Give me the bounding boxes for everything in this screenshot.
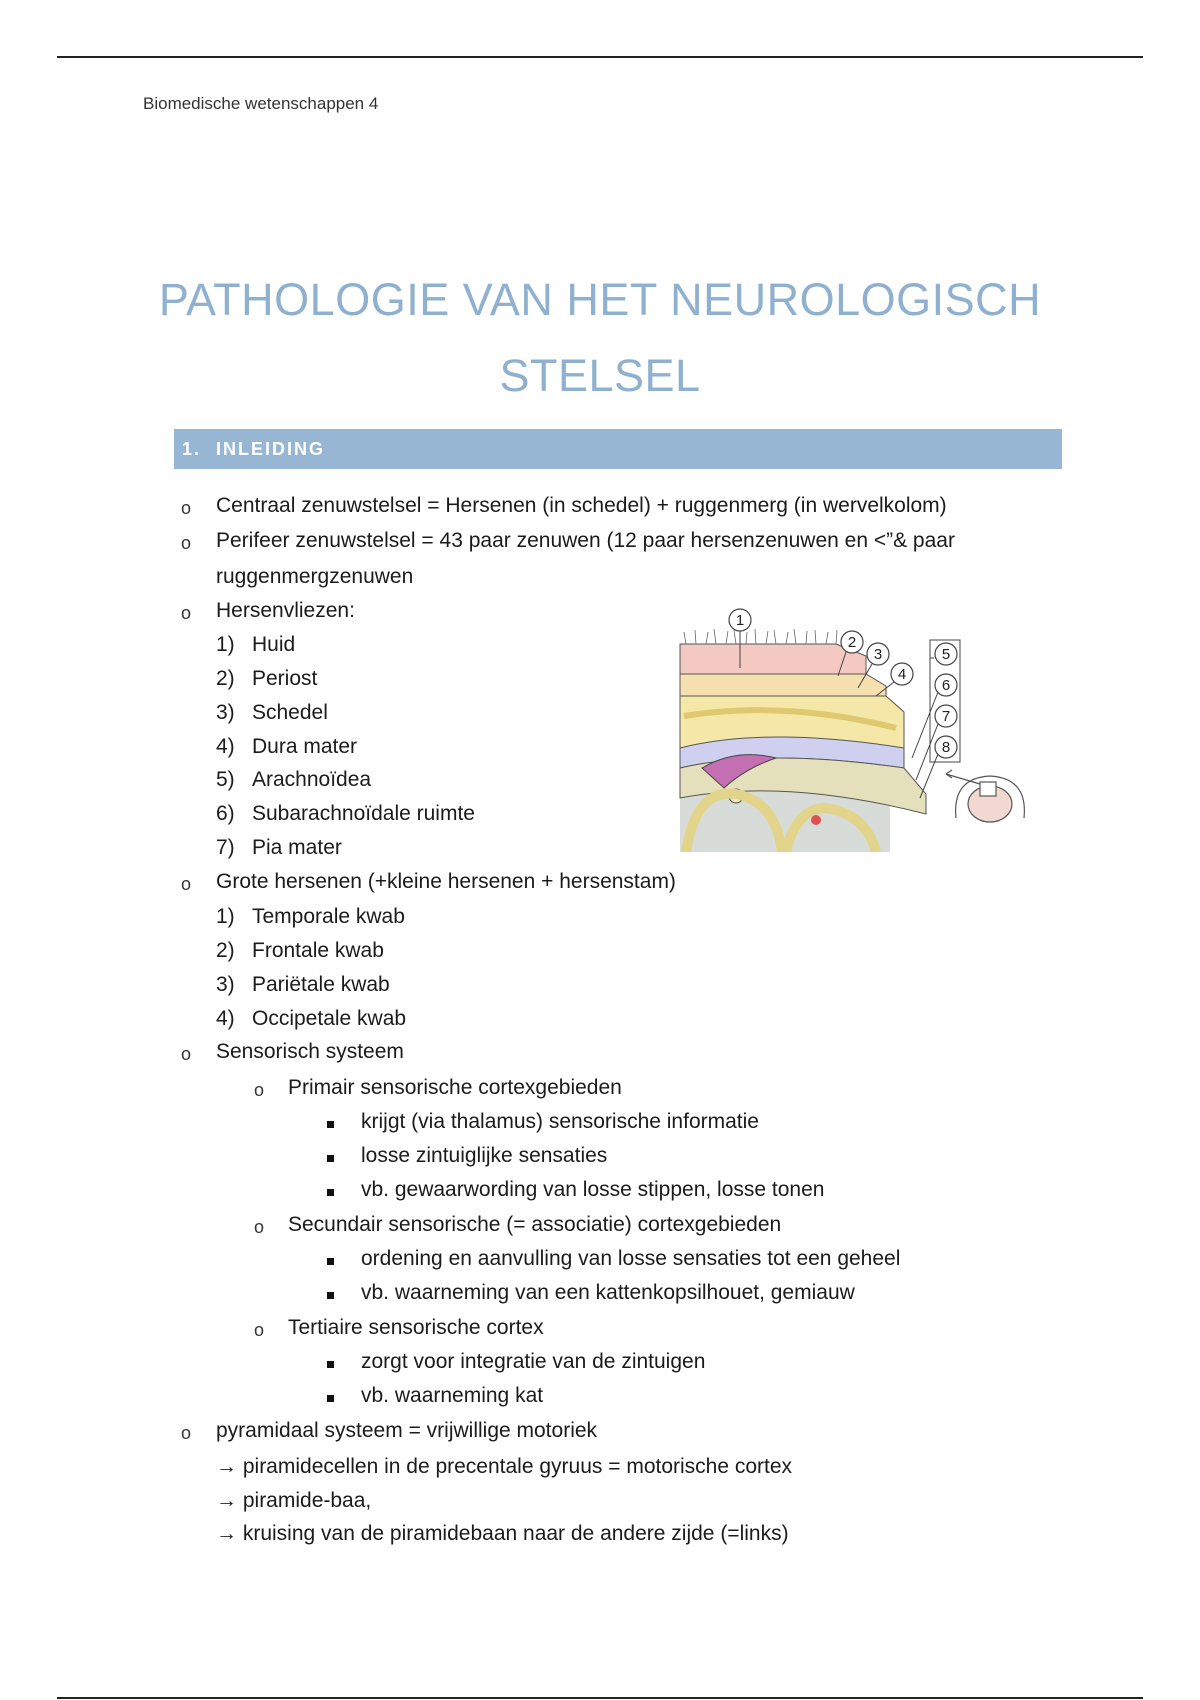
vessel-dot: [811, 815, 821, 825]
list-item-hersenvliezen: Hersenvliezen:: [216, 599, 355, 622]
list-item-tertiair-2: vb. waarneming kat: [361, 1384, 544, 1407]
hollow-bullet-icon: o: [181, 874, 192, 894]
list-item-pzs: Perifeer zenuwstelsel = 43 paar zenuwen (12 paar hersenzenuwen en <”& paar: [216, 529, 955, 552]
hollow-bullet-icon: o: [181, 1044, 192, 1064]
numbered-item: 3) Pariëtale kwab: [216, 973, 390, 996]
title-line-2: STELSEL: [499, 350, 701, 401]
numbered-item: 7) Pia mater: [216, 836, 342, 859]
svg-text:1: 1: [735, 612, 745, 629]
arrow-item: → piramide-baa,: [216, 1489, 372, 1512]
right-arrow-icon: →: [216, 1455, 237, 1478]
list-item-tertiair: Tertiaire sensorische cortex: [288, 1316, 544, 1339]
list-item-grote-hersenen: Grote hersenen (+kleine hersenen + hersenstam): [216, 870, 676, 893]
list-item-pzs-cont: ruggenmergzenuwen: [216, 565, 414, 588]
svg-text:3: 3: [873, 646, 883, 663]
running-header: Biomedische wetenschappen 4: [143, 94, 379, 113]
list-item-sensorisch: Sensorisch systeem: [216, 1040, 404, 1063]
square-bullet-icon: [327, 1121, 334, 1128]
square-bullet-icon: [327, 1258, 334, 1265]
hollow-bullet-icon: o: [254, 1080, 265, 1100]
numbered-item: 1) Huid: [216, 633, 296, 656]
right-arrow-icon: →: [216, 1489, 237, 1512]
numbered-item: 2) Frontale kwab: [216, 939, 384, 962]
square-bullet-icon: [327, 1395, 334, 1402]
numbered-item: 2) Periost: [216, 667, 318, 690]
list-item-secundair-2: vb. waarneming van een kattenkopsilhouet, gemiauw: [361, 1281, 855, 1304]
svg-text:2: 2: [847, 634, 857, 651]
top-rule: [57, 56, 1143, 58]
hollow-bullet-icon: o: [181, 533, 192, 553]
periost-layer: [680, 674, 886, 696]
right-arrow-icon: →: [216, 1522, 237, 1545]
numbered-item: 4) Occipetale kwab: [216, 1007, 407, 1030]
list-item-primair-2: losse zintuiglijke sensaties: [361, 1144, 608, 1167]
numbered-item: 3) Schedel: [216, 701, 328, 724]
meninges-diagram: [676, 608, 1032, 852]
list-item-primair-1: krijgt (via thalamus) sensorische informatie: [361, 1110, 759, 1133]
square-bullet-icon: [327, 1155, 334, 1162]
section-number: 1.: [182, 439, 202, 459]
list-item-secundair-1: ordening en aanvulling van losse sensaties tot een geheel: [361, 1247, 901, 1270]
arrow-item: → kruising van de piramidebaan naar de andere zijde (=links): [216, 1522, 789, 1545]
svg-text:8: 8: [941, 739, 951, 756]
head-icon: [946, 770, 1024, 822]
hollow-bullet-icon: o: [181, 1423, 192, 1443]
svg-text:4: 4: [897, 666, 907, 683]
square-bullet-icon: [327, 1361, 334, 1368]
numbered-item: 4) Dura mater: [216, 735, 358, 758]
list-item-tertiair-1: zorgt voor integratie van de zintuigen: [361, 1350, 706, 1373]
section-label: INLEIDING: [216, 439, 326, 459]
page-title: [120, 262, 1080, 414]
svg-text:7: 7: [941, 708, 951, 725]
numbered-item: 5) Arachnoïdea: [216, 768, 372, 791]
hollow-bullet-icon: o: [254, 1217, 265, 1237]
square-bullet-icon: [327, 1292, 334, 1299]
bottom-rule: [57, 1697, 1143, 1699]
numbered-item: 6) Subarachnoïdale ruimte: [216, 802, 475, 825]
hollow-bullet-icon: o: [181, 603, 192, 623]
arrow-item: → piramidecellen in de precentale gyruus = motorische cortex: [216, 1455, 793, 1478]
skin-layer: [680, 644, 866, 674]
svg-text:5: 5: [941, 646, 951, 663]
list-item-secundair: Secundair sensorische (= associatie) cortexgebieden: [288, 1213, 782, 1236]
list-item-pyramidaal: pyramidaal systeem = vrijwillige motoriek: [216, 1419, 598, 1442]
hollow-bullet-icon: o: [254, 1320, 265, 1340]
list-item-primair: Primair sensorische cortexgebieden: [288, 1076, 622, 1099]
title-line-1: PATHOLOGIE VAN HET NEUROLOGISCH: [158, 274, 1042, 325]
list-item-primair-3: vb. gewaarwording van losse stippen, losse tonen: [361, 1178, 825, 1201]
hollow-bullet-icon: o: [181, 498, 192, 518]
list-item-czs: Centraal zenuwstelsel = Hersenen (in schedel) + ruggenmerg (in wervelkolom): [216, 494, 947, 517]
section-heading: [174, 429, 1062, 469]
square-bullet-icon: [327, 1189, 334, 1196]
svg-text:6: 6: [941, 677, 951, 694]
numbered-item: 1) Temporale kwab: [216, 905, 405, 928]
